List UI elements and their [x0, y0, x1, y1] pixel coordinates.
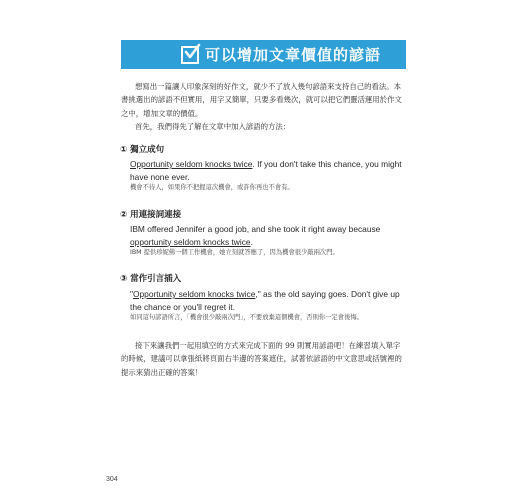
example-text: . If you don't take this chance, you might have none ever.: [130, 159, 402, 182]
section-heading-3: ③ 當作引言插入: [120, 274, 182, 284]
proverb-underlined: opportunity seldom knocks twice: [130, 236, 251, 247]
english-example-2: [130, 223, 405, 248]
title-banner: [121, 40, 406, 69]
example-text: ": [130, 289, 133, 299]
english-example-3: [130, 288, 405, 313]
proverb-underlined: Opportunity seldom knocks twice: [132, 289, 256, 299]
chinese-translation-1: 機會不待人，如果你不把握這次機會，或許你再也不會有。: [130, 184, 294, 191]
english-example-1: [130, 158, 405, 183]
outro-paragraph: 接下來讓我們一起用填空的方式來完成下面的 99 則實用諺語吧！在練習填入單字的時候，建議可以拿張紙將頁面右半邊的答案遮住，試著依諺語的中文意思或括號裡的提示來猜出正確的答案！: [121, 341, 402, 377]
checkbox-check-icon: [181, 46, 199, 64]
chinese-translation-2: IBM 提供珍妮佛一個工作機會，她立刻就答應了，因為機會很少敲兩次門。: [130, 249, 339, 256]
section-heading-1: ① 獨立成句: [120, 145, 165, 155]
section-heading-2: ② 用連接詞連接: [120, 210, 182, 220]
page-number: 304: [106, 476, 118, 483]
intro-paragraph: 想寫出一篇讓人印象深刻的好作文，就少不了放入幾句諺語來支持自己的看法。本書挑選出的諺語不但實用，用字又簡單，只要多看幾次，就可以把它們靈活運用於作文之中，增加文章的價值。: [121, 82, 402, 118]
proverb-underlined: Opportunity seldom knocks twice: [130, 159, 253, 169]
intro-paragraph-2: 首先，我們得先了解在文章中加入諺語的方法：: [135, 122, 291, 131]
banner-title: 可以增加文章價值的諺語: [205, 46, 382, 64]
example-text: .: [250, 236, 253, 247]
example-text: ," as the old saying goes. Don't give up the chance or you'll regret it.: [130, 289, 400, 312]
example-text: IBM offered Jennifer a good job, and she took it right away because: [130, 224, 381, 234]
chinese-translation-3: 如同這句諺語所言，「機會很少敲兩次門」，不要放棄這個機會，否則你一定會後悔。: [130, 314, 363, 321]
